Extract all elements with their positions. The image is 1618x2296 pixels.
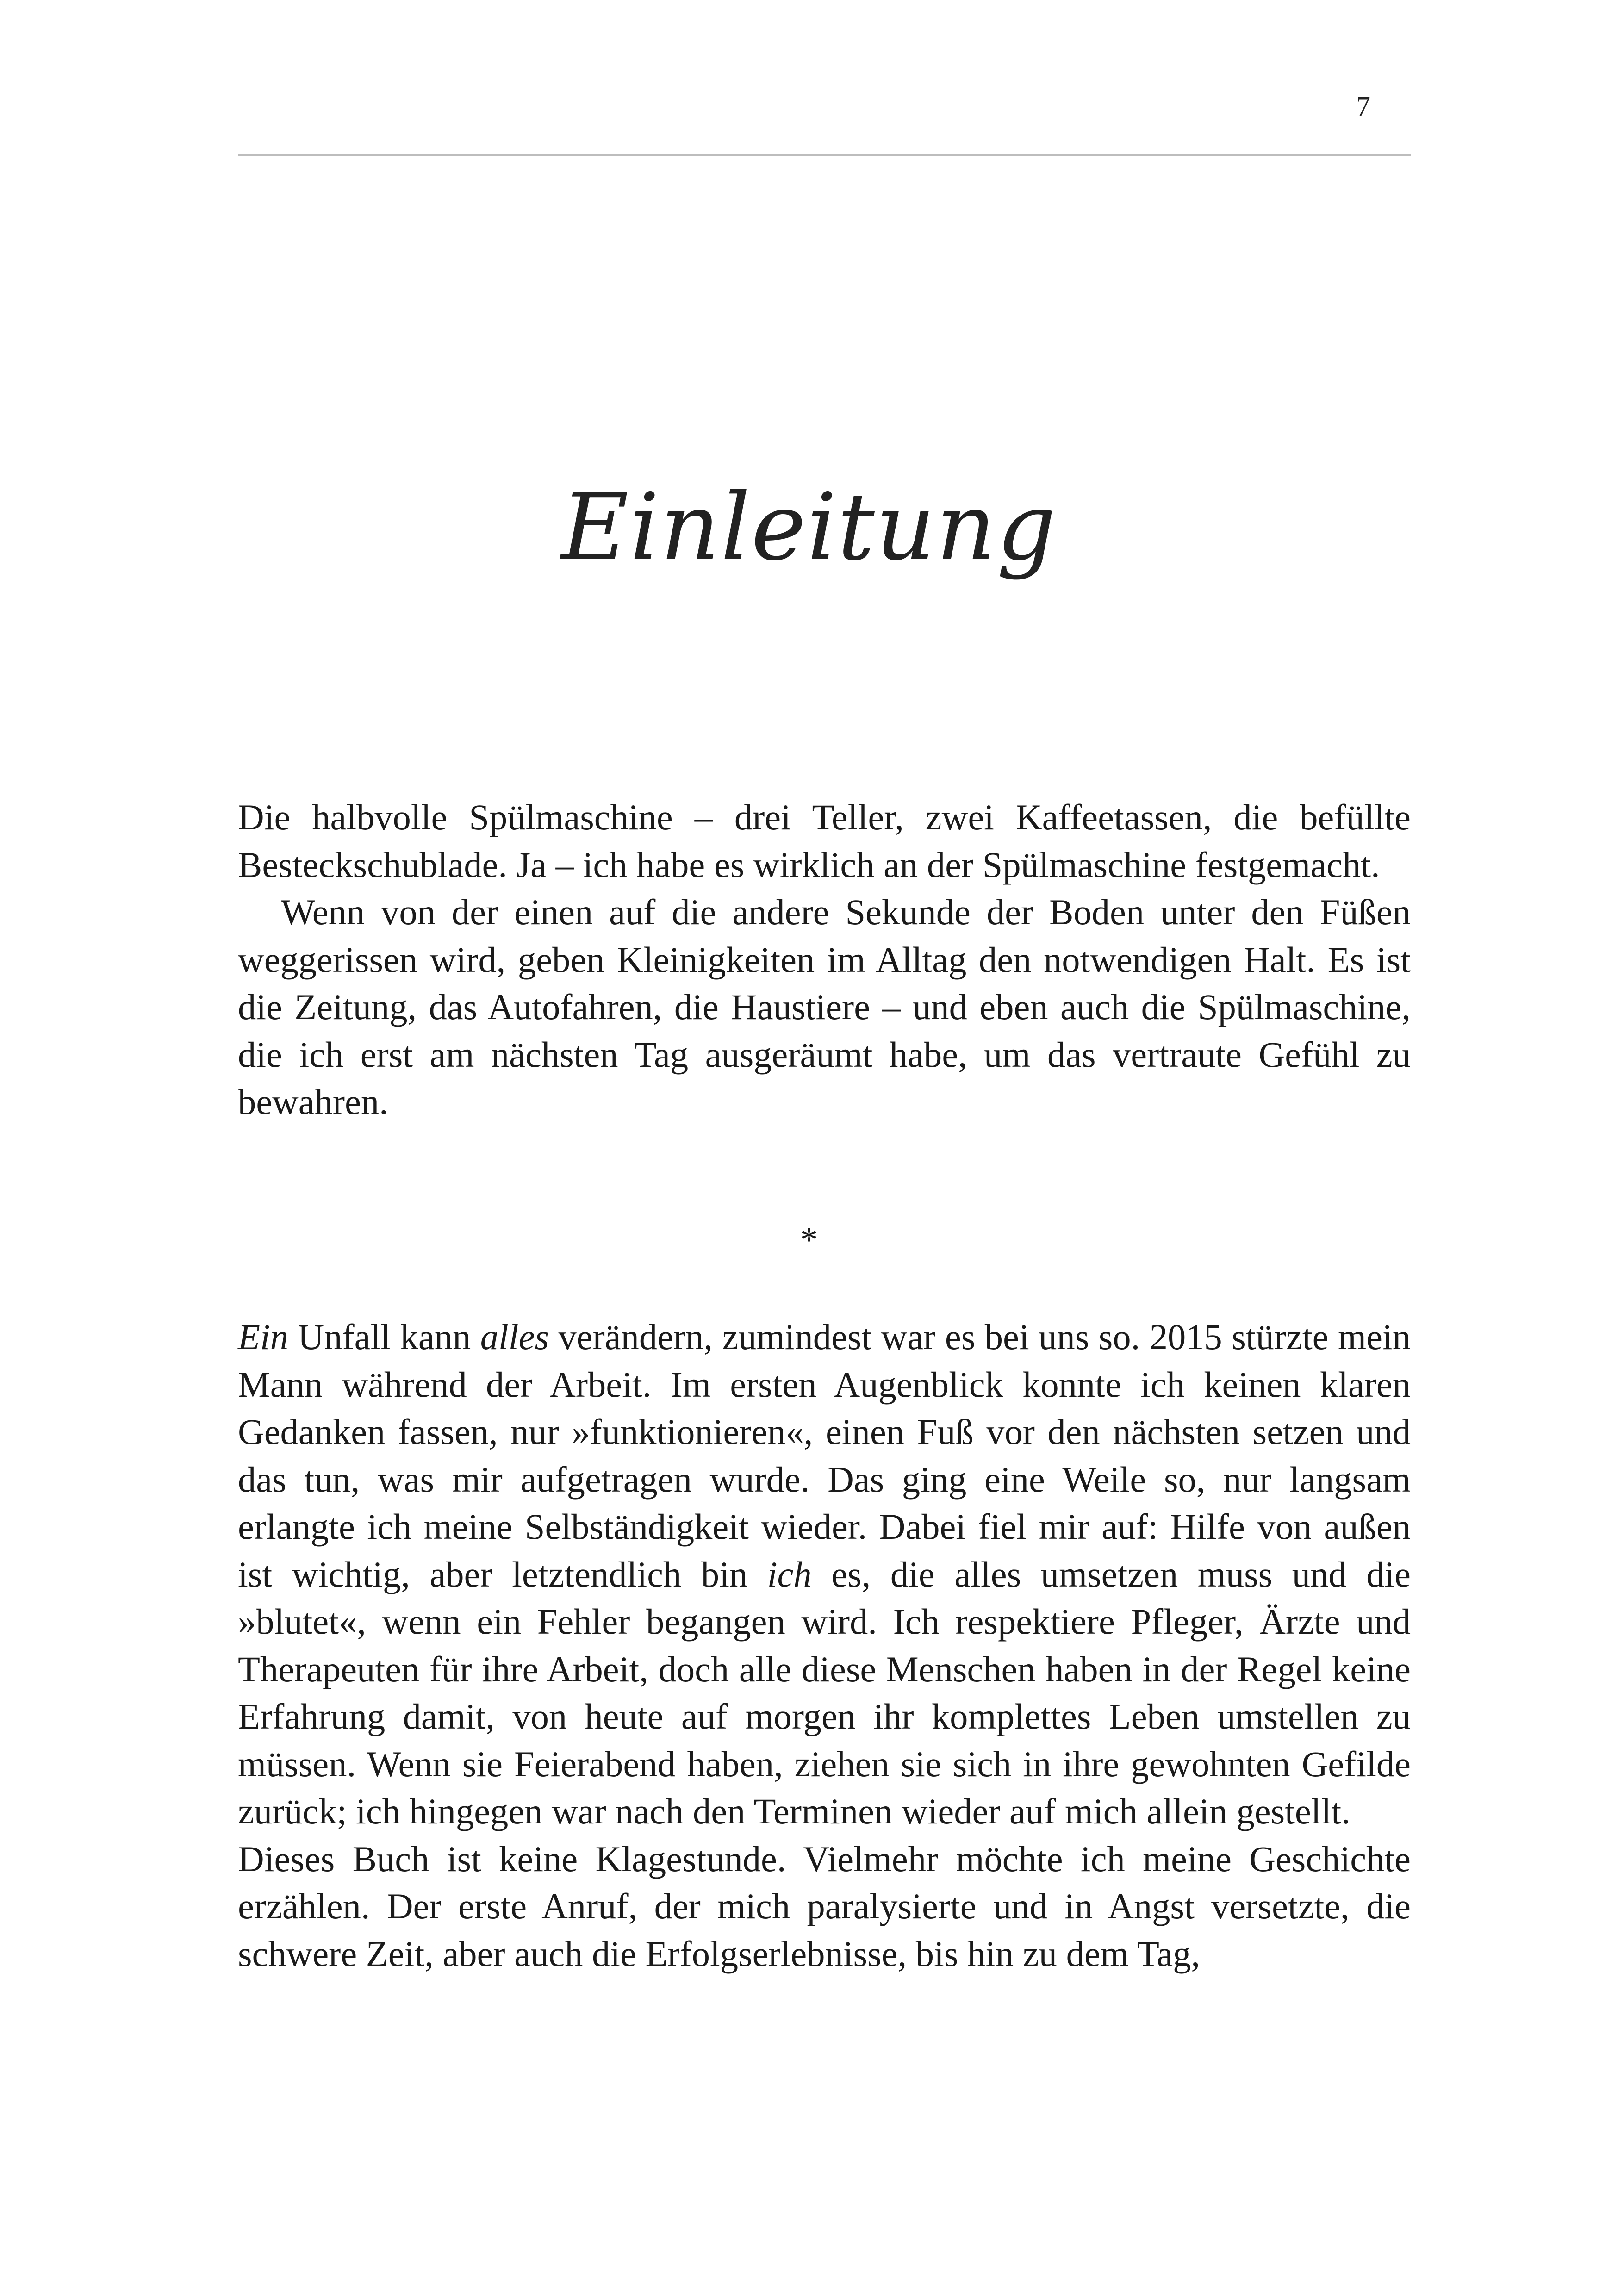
paragraph: Dieses Buch ist keine Klagestunde. Vielmehr möchte ich meine Geschichte erzählen. Der erste Anruf, der mich paralysierte und in Angst versetzte, die schwere Zeit, aber auch die Erfolgserlebnisse, bis hin zu dem Tag, <box>238 1838 1411 1974</box>
paragraph <box>238 1313 1411 1836</box>
section-separator: * <box>800 1220 818 1260</box>
emphasis: alles <box>480 1317 549 1357</box>
text-run: verändern, zumindest war es bei uns so. 2015 stürzte mein Mann während der Arbeit. Im ersten Augenblick konnte ich keinen klaren Gedanken fassen, nur »funktionieren«, einen Fuß vor den nächsten setzen und das tun, was mir aufgetragen wurde. Das ging eine Weile so, nur langsam erlangte ich meine Selbständigkeit wieder. Dabei fiel mir auf: Hilfe von außen ist wichtig, aber letztendlich bin <box>238 1317 1411 1594</box>
chapter-title: Einleitung <box>561 473 1057 581</box>
text-run: Unfall kann <box>288 1317 480 1357</box>
paragraph: Wenn von der einen auf die andere Sekunde der Boden unter den Füßen weggerissen wird, geben Kleinigkeiten im Alltag den notwendigen Halt. Es ist die Zeitung, das Autofahren, die Haustiere – und eben auch die Spülmaschine, die ich erst am nächsten Tag ausgeräumt habe, um das vertraute Gefühl zu bewahren. <box>238 892 1411 1122</box>
header-rule <box>238 154 1411 156</box>
emphasis: ich <box>767 1554 812 1594</box>
page-number: 7 <box>1356 91 1370 123</box>
intro-section <box>238 794 1411 1126</box>
emphasis: Ein <box>238 1317 289 1357</box>
paragraph: Die halbvolle Spülmaschine – drei Teller, zwei Kaffeetassen, die befüllte Besteckschublade. Ja – ich habe es wirklich an der Spülmaschine festgemacht. <box>238 797 1411 885</box>
text-run: es, die alles umsetzen muss und die »blutet«, wenn ein Fehler begangen wird. Ich respektiere Pfleger, Ärzte und Therapeuten für ihre Arbeit, doch alle diese Menschen haben in der Regel keine Erfahrung damit, von heute auf morgen ihr komplettes Leben umstellen zu müssen. Wenn sie Feierabend haben, ziehen sie sich in ihre gewohnten Gefilde zurück; ich hingegen war nach den Terminen wieder auf mich allein gestellt. <box>238 1554 1411 1831</box>
main-section <box>238 1313 1411 1978</box>
